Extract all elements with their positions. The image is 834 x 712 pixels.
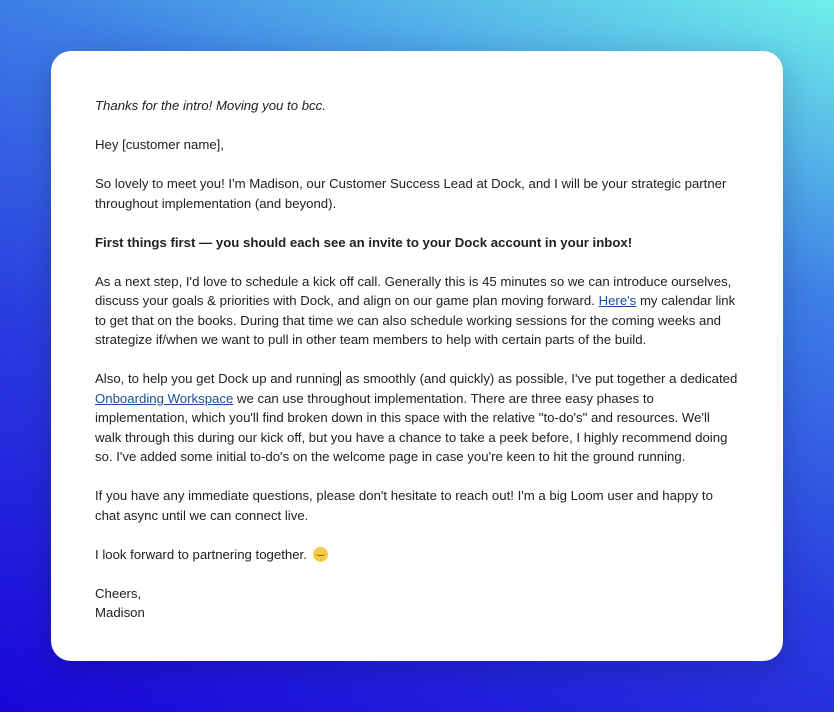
paragraph-workspace [95, 369, 739, 467]
paragraph-next-step [95, 272, 739, 350]
signature-name: Madison [95, 605, 145, 620]
paragraph-next-step-text-end: my calendar link to get that on the books. During that time we can also schedule working sessions for the coming weeks and strategize if/when we want to pull in other team members to help with certain parts of the build. [95, 293, 736, 347]
signature-block [95, 584, 739, 623]
onboarding-workspace-link[interactable]: Onboarding Workspace [95, 390, 234, 406]
paragraph-next-step-text: As a next step, I'd love to schedule a kick off call. Generally this is 45 minutes so we can introduce ourselves, discuss your goals & priorities with Dock, and align on our game plan moving forward. [95, 273, 732, 308]
greeting: Hey [customer name], [95, 137, 224, 152]
closing-text: I look forward to partnering together. [95, 546, 307, 562]
paragraph-intro: So lovely to meet you! I'm Madison, our Customer Success Lead at Dock, and I will be your strategic partner throughout implementation (and beyond). [95, 176, 727, 211]
email-card [51, 51, 783, 661]
paragraph-questions: If you have any immediate questions, please don't hesitate to reach out! I'm a big Loom user and happy to chat async until we can connect live. [95, 488, 713, 523]
paragraph-workspace-text-mid: as smoothly (and quickly) as possible, I've put together a dedicated [341, 371, 738, 386]
intro-line: Thanks for the intro! Moving you to bcc. [95, 98, 326, 113]
paragraph-workspace-text-end: we can use throughout implementation. There are three easy phases to implementation, which you'll find broken down in this space with the relative "to-do's" and resources. We'll walk through this during our kick off, but you have a chance to take a peek before, I highly recommend doing so. I've added some initial to-do's on the welcome page in case you're keen to hit the ground running. [95, 390, 728, 464]
paragraph-closing [95, 545, 739, 565]
smiling-face-emoji-icon [313, 547, 328, 562]
calendar-link[interactable]: Here's [598, 293, 637, 308]
signoff: Cheers, [95, 585, 142, 601]
paragraph-first-things: First things first — you should each see an invite to your Dock account in your inbox! [95, 234, 633, 250]
paragraph-workspace-text: Also, to help you get Dock up and running [95, 371, 340, 386]
